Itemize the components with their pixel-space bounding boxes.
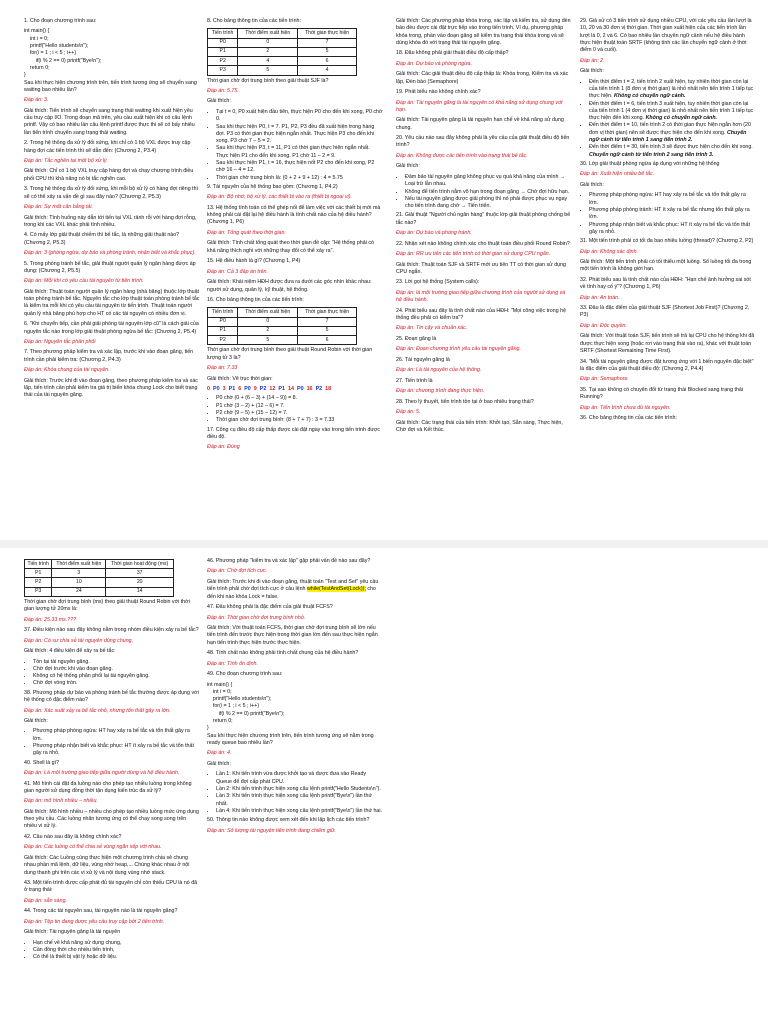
body-text: Giải thích: [24,717,48,724]
body-text: 46. Phương pháp "kiểm tra và xác lập" gặp phải vấn đề nào sau đây? [207,558,371,564]
explanation-list-29 [580,79,756,159]
body-text: 43. Một tiến trình được cấp phát đủ tài nguyên chỉ còn thiếu CPU là nó đã ở trạng thái: [24,880,198,894]
answer-text: Đáp án: Xác suất xảy ra bế tắc nhỏ, nhưng tổn thất gây ra lớn. [24,707,171,714]
table-cell: 0 [238,317,298,326]
list-item [589,122,756,144]
explanation-list-38 [24,728,200,757]
body-text: Giải thích: Khái niệm HĐH được đưa ra dưới các góc nhìn khác nhau: người sử dụng, quản lý, kỹ thuật, hệ thống. [207,279,372,293]
list-item: • Có thể là thiết bị vật lý hoặc dữ liệu. [33,954,200,961]
answer-text: Đáp án: Mỗi khi có yêu cầu tài nguyên từ tiến trình. [24,278,144,285]
table-row [208,66,357,75]
table-cell: P0 [208,38,238,47]
page1-column-3 [396,18,572,438]
body-text: 18. Đâu không phải giải thuật điều độ cấp thấp? [396,50,509,57]
list-item-text: Đến thời điểm t = 10, tiến trình 2 có thời gian thực hiện ngắn hơn (20 đơn vị thời gian) nên sẽ được thực hiện cho đến khi xong. [589,122,751,136]
body-text: 42. Câu nào sau đây là không chính xác? [24,833,122,840]
gantt-label: 3 [222,386,226,393]
answer-text: Đáp án: Độc quyền. [580,322,627,329]
body-text: printf("Hello students\n"); [207,696,272,703]
table-cell: 5 [298,47,357,56]
explanation-46: Giải thích: Trước khi đi vào đoạn găng, thuật toán "Test and Set" yêu cầu tiến trình phải chờ đợi tích cực ở câu lệnh while(TestAndSet(Lock)); cho đến khi nào khóa Lock = false. [207,578,379,600]
list-item: • Phương pháp phòng tránh: HT ít xảy ra bế tắc nhưng tổn thất gây ra lớn. [589,207,756,222]
answer-text: Đáp án: Số lượng tài nguyên tiến trình đang chiếm giữ. [207,827,336,834]
answer-text: Đáp án: 5. [396,409,421,416]
table-cell: 37 [106,569,174,578]
table-header: Thời gian thực hiện [298,308,357,317]
body-text: return 0; [24,64,50,71]
list-item: • Phương pháp nhận biết và khắc phục: HT ít xảy ra bế tắc và tổn thất gây ra nhỏ. [589,222,756,237]
list-item: • Tồn tại tài nguyên găng. [33,659,200,666]
table-cell: 20 [106,578,174,587]
gantt-label: P0 [213,386,220,393]
page1-column-2 [207,18,383,455]
list-item: • Tại t = 0, P0 xuất hiện đầu tiên, thực hiện P0 cho đến khi xong, P0 chờ 0. [216,109,383,124]
answer-text: Đáp án: Đúng [207,444,240,451]
list-item [589,101,756,123]
answer-text: Đáp án: Tính ổn định. [207,660,258,667]
table-header: Thời điểm xuất hiện [238,308,298,317]
body-text: 47. Đâu không phải là đặc điểm của giải thuật FCFS? [207,604,333,611]
body-text: 7. Theo phương pháp kiểm tra và xác lập, trước khi vào đoạn găng, tiến trình cần phải kiểm tra: (Chương 2, P4.3) [24,349,194,363]
list-item-emphasis: Không có chuyển ngữ cảnh. [645,115,718,122]
table-header: Thời điểm xuất hiện [238,29,298,38]
answer-text: Đáp án: Dự báo và phòng tránh. [396,230,472,237]
answer-text: Đáp án: Các luồng có thể chia sẻ vùng ngăn xếp với nhau. [24,844,162,851]
gantt-label: 9 [253,386,257,393]
body-text: 15. Hệ điều hành là gì? (Chương 1, P4) [207,258,301,265]
answer-text: Đáp án: Là tài nguyên của hệ thống. [396,367,482,374]
data-table [207,307,357,345]
body-text: 32. Phát biểu sau là tính chất nào của HĐH: "Hạn chế ảnh hưởng sai sót về tính hay cố ý"? (Chương 1, P6) [580,276,751,291]
answer-text: Đáp án: Tổng quát theo thời gian. [207,229,286,236]
list-item-emphasis: Chuyển ngữ cảnh từ tiến trình 2 sang tiến trình 3. [589,151,714,158]
body-text: 35. Tại sao không có chuyển đổi từ trạng thái Blocked sang trạng thái Running? [580,386,744,401]
table-row [25,569,174,578]
body-text: printf("Hello students\n"); [24,43,89,50]
body-text: 44. Trong các tài nguyên sau, tài nguyên nào là tài nguyên găng? [24,908,178,915]
answer-text: Đáp án: Tệp tin đang được yêu cầu truy cập bởi 2 tiến trình. [24,918,165,925]
list-item [589,79,756,101]
list-item: • Phương pháp phòng ngừa: HT hay xảy ra bế tắc và tổn thất gây ra lớn. [33,728,200,743]
table-cell: 5 [238,336,298,345]
gantt-label: P2 [315,386,323,393]
body-text: 41. Mô hình cài đặt đa luồng nào cho phép tạo nhiều luồng trong không gian người sử dụng đồng thời tận dụng kiến trúc đa xử lý? [24,780,192,794]
list-item: • Đảm bảo tài nguyên găng không phục vụ quá khả năng của mình → Loại trừ lẫn nhau. [405,174,572,189]
data-table [207,28,357,75]
body-text: 34. "Mỗi tài nguyên găng được đặt tương ứng với 1 biến nguyên đặc biệt" là đặc điểm của giải thuật điều độ: (Chương 2, P4.4) [580,358,754,372]
body-text: Giải thích: Trước khi đi vào đoạn găng, theo phương pháp kiểm tra và xác lập, tiến trình cần phải kiểm tra giá trị biến khóa chung Lock cho biết trạng thái của tài nguyên găng. [24,377,198,399]
gantt-label: 16 [306,386,313,393]
gantt-label: P0 [296,386,304,393]
body-text: 25. Đoạn găng là [396,335,437,342]
body-text: Giải thích: Tiến trình sẽ chuyển sang trạng thái waiting khi xuất hiện yêu cầu truy cập I/O. Trong đoạn mã trên, yêu cầu xuất hiện khi có câu lệnh printf. Vậy có bao nhiêu lần câu lệnh printf được thực thi sẽ có bấy nhiêu lần tiến trình chuyển sang trạng thái waiting. [24,107,195,136]
list-item [589,144,756,159]
answer-text: Đáp án: Không được các tiến trình vào trạng thái bế tắc. [396,152,528,159]
list-item-text: Đến thời điểm t = 30, tiến trình 3 sẽ được thực hiện cho đến khi xong. [589,144,753,151]
table-cell: 3 [52,569,106,578]
body-text: Sau khi thực hiện chương trình trên, tiến trình tương ứng sẽ nằm trong ready queue bao nhiêu lần? [207,732,374,746]
list-item: • Lần 3: Khi tiến trình thực hiện xong câu lệnh printf("Bye\n") lần thứ nhất. [216,793,383,808]
body-text: Giải thích: Thuật toán SJF và SRTF mới ưu tiên TT có thời gian sử dụng CPU ngắn. [396,261,566,275]
table-row [25,578,174,587]
answer-text: Đáp án: Xuất hiện nhiều bế tắc. [580,171,655,178]
body-text: 49. Cho đoạn chương trình sau: [207,671,283,678]
answer-text: Đáp án: Tin cậy và chuẩn xác. [396,325,468,332]
body-text: 27. Tiến trình là [396,377,433,384]
body-text: 1. Cho đoạn chương trình sau: [24,18,97,24]
body-text: int i = 0; [207,688,232,695]
list-item-text: Đến thời điểm t = 2, tiến trình 2 xuất hiện, tuy nhiên thời gian còn lại của tiến trình 1 (8 đơn vị thời gian) là nhỏ nhất nên tiến trình 1 tiếp tục thực hiện. [589,78,754,100]
body-text: Giải thích: Với thuật toán SJF, tiến trình sẽ trả lại CPU cho hệ thống khi đã được thực hiện xong (hoặc rơi vào trạng thái vào ra), khác với thuật toán SRTF (Shortest Remaining Time First). [580,333,755,355]
answer-text: Đáp án: mô hình nhiều – nhiều. [24,798,98,805]
answer-text: Đáp án: Có sự chia sẻ tài nguyên dùng chung. [24,637,134,644]
gantt-label: P1 [228,386,236,393]
answer-text: Đáp án: 25.33 ms.??? [24,616,77,623]
body-text: Giải thích: Tính chất tổng quát theo thời gian đề cập: "Hệ thống phải có khả năng thích nghi với những thay đổi có thể xảy ra". [207,240,374,254]
body-text: 28. Theo lý thuyết, tiến trình tồn tại ở bao nhiêu trạng thái? [396,398,534,405]
body-text: return 0; [207,718,233,725]
data-table [24,559,174,597]
list-item: • Chờ đợi trước khi vào đoạn găng. [33,666,200,673]
list-item: • Thời gian chờ đợi trung bình: (8 + 7 + 7) : 3 = 7.33 [216,417,383,424]
table-cell: 6 [298,57,357,66]
body-text: 20. Yêu cầu nào sau đây không phải là yêu cầu của giải thuật điều độ tiến trình? [396,135,570,149]
gantt-label: 14 [287,386,294,393]
table-row [208,336,357,345]
answer-text: Đáp án: 7.33 [207,365,238,372]
body-text: Giải thích: Các giải thuật điều độ cấp thấp là: Khóa trong, Kiểm tra và xác lập, Đèn báo (Semaphore) [396,71,569,85]
highlighted-code: while(TestAndSet(Lock)); [306,586,366,593]
body-text: 37. Điều kiện nào sau đây không nằm trong nhóm điều kiện xảy ra bế tắc? [24,627,199,634]
body-text: Giải thích: 4 điều kiện để xảy ra bế tắc: [24,648,116,655]
list-item: • P0 chờ (0 + (6 – 3) + (14 – 9)) = 8. [216,395,383,402]
body-text: Giải thích: Mô hình nhiều – nhiều cho phép tạo nhiều luồng mức ứng dụng theo yêu cầu. Các luồng nhân tương ứng có thể chạy song song trên nhiều vi xử lý. [24,808,199,830]
body-text: 5. Trong phòng tránh bế tắc, giải thuật người quản lý ngân hàng được áp dụng: (Chương 2, P5.5) [24,260,196,274]
table-cell: 6 [298,336,357,345]
body-text: Giải thích: Tình huống này dẫn tới tiến tại VXL rảnh rỗi với hàng đợi rỗng, trong khi các VXL khác phải tính nhiều. [24,214,197,228]
body-text: Giải thích: [580,68,604,75]
table-cell: 24 [52,587,106,596]
table-cell: 4 [238,57,298,66]
table-cell: 5 [298,326,357,335]
process-table-8 [207,28,383,75]
gantt-label: P0 [244,386,251,393]
table-cell: P1 [25,569,52,578]
table-row [208,47,357,56]
body-text: Giải thích: Tài nguyên găng là tài nguyên [24,929,121,936]
list-item: • Sau khi thực hiện P3, t = 11, P1 có thời gian thực hiện ngắn nhất. Thực hiện P1 cho đến khi xong. P1 chờ 11 – 2 = 9. [216,145,383,160]
body-text: for(i = 1 ; i < 5 ; i++) [207,703,260,710]
answer-text: Đáp án: Dự báo và phòng ngừa. [396,60,472,67]
page1-column-4 [580,18,756,426]
body-text: if(i % 2 == 0) printf("Bye\n"); [207,710,285,717]
body-text: 31. Một tiến trình phải có tối đa bao nhiêu luồng (thread)? (Chương 2, P2) [580,238,754,245]
table-row [208,38,357,47]
list-item: • P2 chờ (9 – 5) + (15 – 12) = 7. [216,410,383,417]
table-header: Tiến trình [25,560,52,569]
answer-text: Đáp án: Cả 3 đáp án trên. [207,268,268,275]
gantt-label: P1 [278,386,285,393]
explanation-list-20 [396,174,572,210]
gantt-label: P2 [259,386,267,393]
explanation-list-16 [207,395,383,424]
table-cell: 7 [298,38,357,47]
page1-column-1 [24,18,200,403]
answer-text: Đáp án: Thời gian chờ đợi trung bình nhỏ. [207,614,306,621]
answer-text: Đáp án: 2. [580,57,605,64]
list-item: • Thời gian chờ trung bình là: (0 + 2 + 9 + 12) : 4 = 5.75 [216,175,383,182]
table-cell: 2 [238,326,298,335]
body-text: 9. Tài nguyên của hệ thống bao gồm: (Chương 1, P4.2) [207,183,338,190]
table-cell: 2 [238,47,298,56]
list-item: • Phương pháp nhận biết và khắc phục: HT ít xảy ra bế tắc và tổn thất gây ra nhỏ. [33,743,200,758]
body-text: 36. Cho bảng thông tin của các tiến trình: [580,415,677,422]
body-text: } [207,725,209,732]
body-text: Giải thích: Tài nguyên găng là tài nguyên hạn chế về khả năng sử dụng chung. [396,117,564,131]
answer-text: Đáp án: 3 (phòng ngừa, dự báo và phòng tránh, nhận biết và khắc phục). [24,250,196,257]
gantt-timeline [207,386,383,393]
answer-text: Đáp án: Là môi trường giao tiếp giữa người dùng và hệ điều hành. [24,770,180,777]
table-header: Thời điểm xuất hiện [52,560,106,569]
body-text: 16. Cho bảng thông tin của các tiến trình: [207,296,304,303]
table-cell: P3 [25,587,52,596]
process-table-36 [24,559,200,597]
answer-text: Đáp án: Tắc nghẽn tại một bộ xử lý. [24,157,109,164]
answer-text: Đáp án: sẵn sàng. [24,897,67,904]
list-item: • Không để tiến trình nằm vô hạn trong đoạn găng → Chờ đợi hữu hạn. [405,189,572,196]
table-cell: P1 [208,326,238,335]
answer-text: Đáp án: Đoạn chương trình yêu cầu tài nguyên găng. [396,346,521,353]
body-text: Giải thích: Một tiến trình phải có tối thiểu một luồng. Số luồng tối đa trong một tiến trình là không giới hạn. [580,259,752,273]
body-text: int i = 0; [24,35,49,42]
table-row [208,317,357,326]
answer-text: Đáp án: Sự mất cân bằng tải. [24,204,94,211]
list-item: • Lần 1: Khi tiến trình vừa được khởi tạo và được đưa vào Ready Queue để đợi cấp phát CPU. [216,771,383,786]
body-text: 6. "Khi chuyển tiếp, cần phải giải phóng tài nguyên lớp cũ" là cách giải của nguyên tắc nào trong lớp giải thuật phòng ngừa bế tắc: (Chương 2, P5.4) [24,321,199,335]
list-item: • Sau khi thực hiện P0, t = 7. P1, P2, P3 đều đã xuất hiện trong hàng đợi. P3 có thời gian thực hiện ngắn nhất. Thực hiện P3 cho đến khi xong. P3 chờ 7 – 5 = 2. [216,124,383,146]
body-text: Giải thích: Các trạng thái của tiến trình: Khởi tạo, Sẵn sàng, Thực hiện, Chờ đợi và Kết thúc. [396,419,563,434]
table-header: Tiến trình [208,308,238,317]
list-item: • Lần 2: Khi tiến trình thực hiện xong câu lệnh printf("Hello Students\n"). [216,786,383,793]
body-text: 50. Thông tin nào không được xem xét đến khi lập lịch các tiến trình? [207,817,370,824]
gantt-label: 12 [269,386,276,393]
table-cell: 0 [238,38,298,47]
answer-text: Đáp án: Semaphore. [580,376,629,383]
explanation-list-44 [24,940,200,962]
deadlock-conditions-list [24,659,200,688]
table-cell: P0 [208,317,238,326]
answer-text: Đáp án: Bộ nhớ, bộ xử lý, các thiết bị vào ra (thiết bị ngoại vi). [207,194,352,201]
list-item: • Chờ đợi vòng tròn. [33,680,200,687]
body-text: 24. Phát biểu sau đây là tính chất nào của HĐH: "Mọi công việc trong hệ thống đều phải có kiểm tra"? [396,307,567,321]
body-text: Thời gian chờ đợi trung bình theo giải thuật SJF là? [207,77,329,84]
body-text: 13. Hệ thống tính toán có thể ghép nối để làm việc với các thiết bị mới mà không phải cài đặt lại hệ điều hành là tính chất nào của hệ điều hành? (Chương 1, P6) [207,204,381,226]
list-item: • Hạn chế về khả năng sử dụng chung, [33,940,200,947]
list-item: • Cần đồng thời cho nhiều tiến trình, [33,947,200,954]
list-item-emphasis: Không có chuyển ngữ cảnh. [614,93,686,100]
list-item: • Không có hệ thống phân phối lại tài nguyên găng. [33,673,200,680]
answer-text: Đáp án: 5.75. [207,87,239,94]
body-text: Giải thích: [580,181,604,188]
body-text: 17. Cổng cụ điều độ cấp thấp được cài đặt ngay vào trong tiến trình được điều độ. [207,426,381,440]
list-item-text: Đến thời điểm t = 6, tiến trình 3 xuất hiện, tuy nhiên thời gian còn lại của tiến trình 1 (4 đơn vị thời gian) là nhỏ nhất nên tiến trình 1 tiếp tục thực hiện đến khi xong. [589,100,754,122]
answer-text: Đáp án: Chờ đợi tích cực. [207,568,268,575]
table-cell: P3 [208,66,238,75]
page-2 [0,548,768,1024]
table-cell: 5 [238,66,298,75]
table-row [25,587,174,596]
explanation-list-49 [207,771,383,815]
page2-column-2 [207,558,383,838]
answer-text: Đáp án: 3. [24,97,49,104]
table-cell: P1 [208,47,238,56]
answer-text: Đáp án: 4. [207,750,232,757]
body-text: 22. Nhận xét nào không chính xác cho thuật toán điều phối Round Robin? [396,240,570,247]
body-text: 30. Lớp giải thuật phòng ngừa áp dụng với những hệ thống [580,160,720,167]
answer-text: Đáp án: là môi trường giao tiếp giữa chương trình của người sử dụng và hệ điều hành. [396,289,566,304]
table-cell: 7 [298,317,357,326]
body-text: Sau khi thực hiện chương trình trên, tiến trình tương ứng sẽ chuyển sang waiting bao nhiêu lần? [24,79,197,93]
body-text: 2. Trong hệ thống đa xử lý đối xứng, khi chỉ có 1 bộ VXL được truy cập hàng đợi các tiến trình thì sẽ dẫn đến: (Chương 2, P3.4) [24,140,191,154]
list-item: • Sau khi thực hiện P1, t = 16, thực hiện nốt P2 cho đến khi xong, P2 chờ 16 – 4 = 12. [216,160,383,175]
table-cell: P2 [208,57,238,66]
table-cell: 4 [298,66,357,75]
list-item: • Lần 4: Khi tiến trình thực hiện xong câu lệnh printf("Bye\n") lần thứ hai. [216,808,383,815]
answer-text: Đáp án: Tiến trình chưa đủ tài nguyên. [580,404,671,411]
answer-text: Đáp án: Tài nguyên găng là tài nguyên có khả năng sử dụng chung với hạn. [396,99,563,113]
gantt-label: 18 [325,386,332,393]
answer-text: Đáp án: RR ưu tiên các tiến trình có thời gian sử dụng CPU ngắn. [396,251,551,258]
answer-text: Đáp án: chương trình đang thực hiện. [396,388,485,395]
body-text: 38. Phương pháp dự báo và phòng tránh bế tắc thường được áp dụng với hệ thống có đặc điểm nào? [24,689,199,704]
list-item: • Phương pháp phòng ngừa: HT hay xảy ra bế tắc và tổn thất gây ra lớn. [589,192,756,207]
body-text: } [24,72,26,79]
body-text: 29. Giả sử có 3 tiến trình sử dụng nhiều CPU, với các yêu cầu lần lượt là 10, 20 và 30 đơn vị thời gian. Thời gian xuất hiện của các tiến trình lần lượt là 0, 2 và 6. Có bao nhiêu lần chuyển ngữ cảnh nếu hệ điều hành thực hiện thuật toán SRTF (không tính các lần chuyển ngữ cảnh ở thời điểm 0 và cuối). [580,18,752,54]
body-text: if(i % 2 == 0) printf("Bye\n"); [24,57,102,64]
list-item: • Nếu tài nguyên găng được giải phóng thì nó phải được phục vụ ngay cho tiến trình đang chờ → Tiến triển. [405,196,572,211]
body-text: Giải thích: [207,760,231,767]
body-text: for(i = 1 ; i < 5 ; i++) [24,50,77,57]
page2-column-1 [24,558,200,964]
table-header: Thời gian hoạt động (ms) [106,560,174,569]
question-8: 8. Cho bảng thông tin của các tiến trình: [207,18,301,24]
table-cell: P2 [208,336,238,345]
body-text: 19. Phát biểu nào không chính xác? [396,89,481,96]
body-text: 23. Lời gọi hệ thống (System calls): [396,279,480,286]
body-text: 4. Có mấy lớp giải thuật chiếm thì bế tắc, là những giải thuật nào? (Chương 2, P5.3) [24,232,180,246]
body-text: int main() { [207,681,233,688]
body-text: 26. Tài nguyên găng là [396,356,450,363]
answer-text: Đáp án: Nguyên tắc phân phối [24,338,96,345]
body-text: Giải thích: [207,98,231,105]
answer-text: Đáp án: Khóa chung của tài nguyên. [24,367,110,374]
body-text: Giải thích: Các Luồng cùng thực hiện một chương trình chia sẻ chung nhau phần mã lệnh, dữ liệu, vùng nhớ heap,... Chúng khác nhau ở nội dung thanh ghi trên các vi xử lý và nội dung vùng nhớ stack. [24,854,190,876]
body-text: 3. Trong hệ thống đa xử lý đối xứng, khi mỗi bộ xử lý có hàng đợi riêng thì sẽ có thể xảy ra vấn đề gì sau đây nào? (Chương 2, P5.3) [24,186,198,200]
body-text: Giải thích: Vẽ trục thời gian: [207,375,273,382]
body-text: 40. Shell là gì? [24,759,60,766]
table-header: Thời gian thực hiện [298,29,357,38]
table-row [208,326,357,335]
table-header: Tiến trình [208,29,238,38]
explanation-list-8 [207,109,383,182]
body-text: int main() { [24,28,50,35]
body-text: 21. Giải thuật "Người chủ ngân hàng" thuộc lớp giải thuật phòng chống bế tắc nào? [396,212,571,226]
body-text: Giải thích: Chỉ có 1 bộ VXL truy cập hàng đợi và chạy chương trình điều phối CPU thì khả năng nó bị tắc nghẽn cao. [24,168,194,182]
body-text: Thời gian chờ đợi trung bình theo giải thuật Round Robin với thời gian lượng tử 3 là? [207,347,373,361]
answer-text: Đáp án: Không xác định. [580,248,639,255]
body-text: Giải thích: Các phương pháp khóa trong, xác lập và kiểm tra, sử dụng đèn báo đều được cài đặt trực tiếp vào trong tiến trình. Ví dụ, phương pháp khóa trong, phần vào đoạn găng sẽ kiểm tra trạng thái khóa trong và sẽ dùng khóa đó với trạng thái tài nguyên găng. [396,18,571,46]
list-item: • P1 chờ (3 – 2) + (12 – 6) = 7. [216,403,383,410]
body-text: 33. Đâu là đặc điểm của giải thuật SJF (Shortest Job First)? (Chương 2, P3) [580,305,750,319]
table-cell: P2 [25,578,52,587]
list-item-emphasis: Chuyển ngữ cảnh từ tiến trình 1 sang tiến trình 2. [589,129,747,144]
body-text: Thời gian chờ đợi trung bình (ms) theo giải thuật Round Robin với thời gian lượng tử 20ms là: [24,598,190,613]
body-text: Giải thích: Với thuật toán FCFS, thời gian chờ đợi trung bình sẽ lớn nếu tiến trình đến trước thực hiện trong thời gian lớn đến sau thực hiện ngắn hạn tiến trình thực hiện trước thực hiện. [207,625,378,646]
answer-text: Đáp án: An toàn. [580,294,620,301]
body-text: Giải thích: [396,163,420,170]
table-row [208,57,357,66]
table-cell: 10 [52,578,106,587]
process-table-16 [207,307,383,345]
table-cell: 14 [106,587,174,596]
explanation-list-30 [580,192,756,236]
gantt-label: 6 [238,386,242,393]
body-text: Giải thích: Thuật toán người quản lý ngân hàng (nhà băng) thuộc lớp thuật toán phòng tránh bế tắc. Nguyên tắc cho lớp thuật toán phòng tránh bế tắc là kiểm tra mỗi khi có yêu cầu tài nguyên từ tiến trình. Thuật toán người quản lý nhà băng phù hợp cho HT có các tài nguyên có nhiều đơn vị. [24,288,200,317]
body-text: 48. Tính chất nào không phải tính chất chung của hệ điều hành? [207,650,359,657]
gantt-label: 0 [207,386,210,393]
